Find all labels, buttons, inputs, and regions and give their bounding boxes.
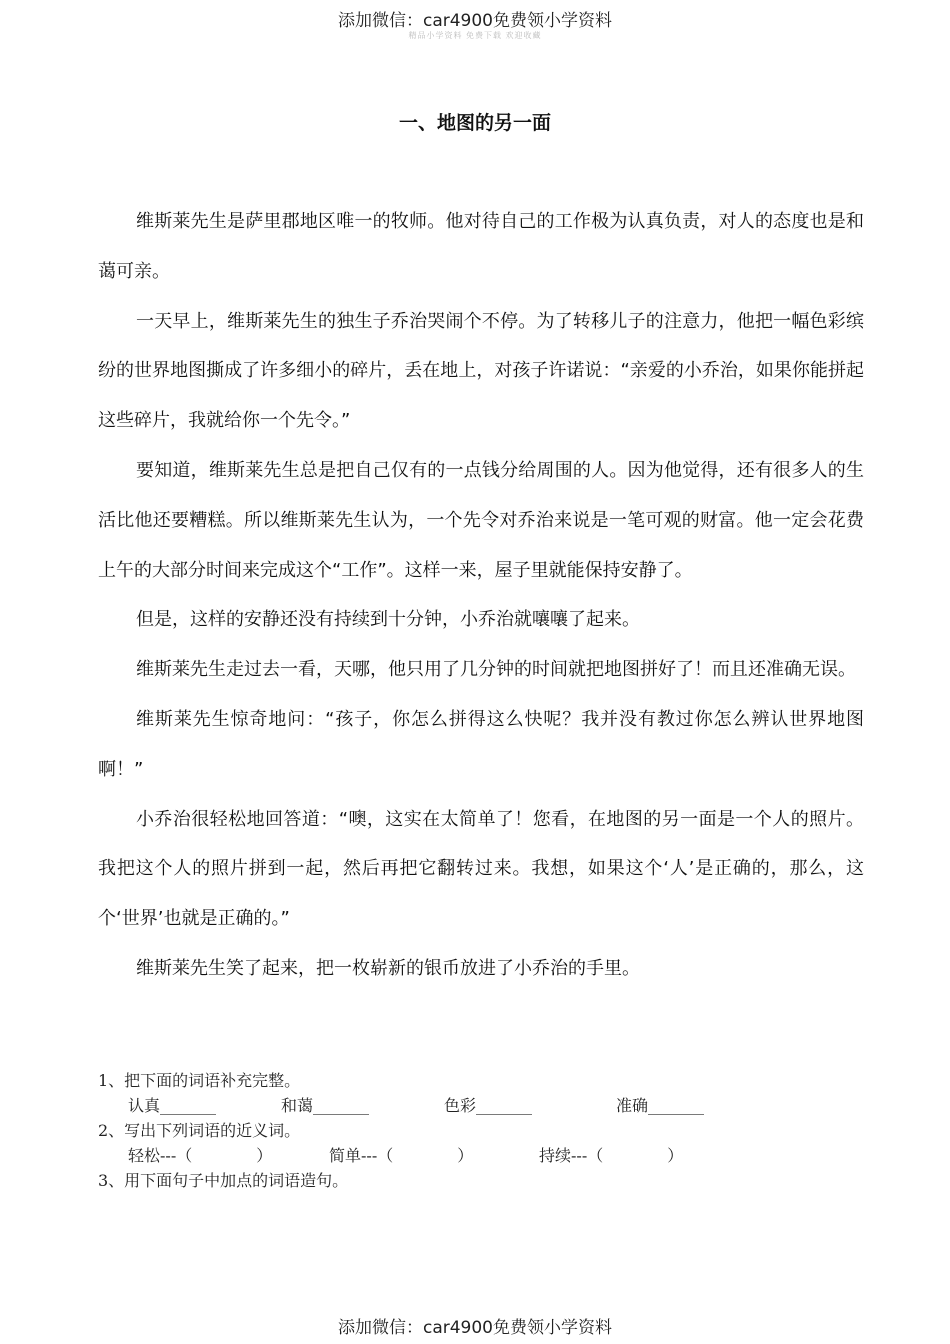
faint-header-text: 精品小学资料 免费下载 欢迎收藏 bbox=[408, 31, 542, 40]
story-body bbox=[98, 197, 864, 994]
page-title: 一、地图的另一面 bbox=[398, 112, 551, 134]
fill-word-item[interactable]: 准确_______ bbox=[616, 1096, 705, 1115]
story-paragraph: 一天早上，维斯莱先生的独生子乔治哭闹个不停。为了转移儿子的注意力，他把一幅色彩缤纷的世界地图撕成了许多细小的碎片，丢在地上，对孩子许诺说：“亲爱的小乔治，如果你能拼起这些碎片，我就给你一个先令。” bbox=[98, 310, 864, 432]
synonym-item[interactable]: 轻松---（ ） bbox=[128, 1146, 273, 1165]
question-2: 2、写出下列词语的近义词。 bbox=[98, 1121, 301, 1140]
watermark-bottom: 添加微信：car4900免费领小学资料 bbox=[337, 1318, 613, 1338]
question-3: 3、用下面句子中加点的词语造句。 bbox=[98, 1171, 349, 1190]
story-paragraph: 维斯莱先生走过去一看，天哪，他只用了几分钟的时间就把地图拼好了！而且还准确无误。 bbox=[136, 659, 856, 681]
story-paragraph: 维斯莱先生笑了起来，把一枚崭新的银币放进了小乔治的手里。 bbox=[136, 957, 640, 979]
story-paragraph: 维斯莱先生是萨里郡地区唯一的牧师。他对待自己的工作极为认真负责，对人的态度也是和蔼可亲。 bbox=[98, 211, 864, 282]
synonym-item[interactable]: 简单---（ ） bbox=[329, 1146, 474, 1165]
fill-word-item[interactable]: 色彩_______ bbox=[444, 1096, 533, 1115]
story-paragraph: 小乔治很轻松地回答道：“噢，这实在太简单了！您看，在地图的另一面是一个人的照片。我把这个人的照片拼到一起，然后再把它翻转过来。我想，如果这个‘人’是正确的，那么，这个‘世界’也就是正确的。” bbox=[98, 808, 864, 930]
fill-word-item[interactable]: 和蔼_______ bbox=[281, 1096, 370, 1115]
synonym-item[interactable]: 持续---（ ） bbox=[539, 1146, 684, 1165]
question-1-items bbox=[98, 1093, 864, 1118]
fill-word-item[interactable]: 认真_______ bbox=[128, 1096, 217, 1115]
story-paragraph: 维斯莱先生惊奇地问：“孩子，你怎么拼得这么快呢？我并没有教过你怎么辨认世界地图啊！” bbox=[98, 708, 864, 780]
watermark-top: 添加微信：car4900免费领小学资料 bbox=[337, 11, 613, 31]
story-paragraph: 要知道，维斯莱先生总是把自己仅有的一点钱分给周围的人。因为他觉得，还有很多人的生活比他还要糟糕。所以维斯莱先生认为，一个先令对乔治来说是一笔可观的财富。他一定会花费上午的大部分时间来完成这个“工作”。这样一来，屋子里就能保持安静了。 bbox=[98, 459, 864, 581]
question-2-items bbox=[98, 1143, 864, 1168]
exercise-section bbox=[98, 1068, 864, 1193]
story-paragraph: 但是，这样的安静还没有持续到十分钟，小乔治就嚷嚷了起来。 bbox=[136, 609, 640, 631]
question-1: 1、把下面的词语补充完整。 bbox=[98, 1071, 301, 1090]
